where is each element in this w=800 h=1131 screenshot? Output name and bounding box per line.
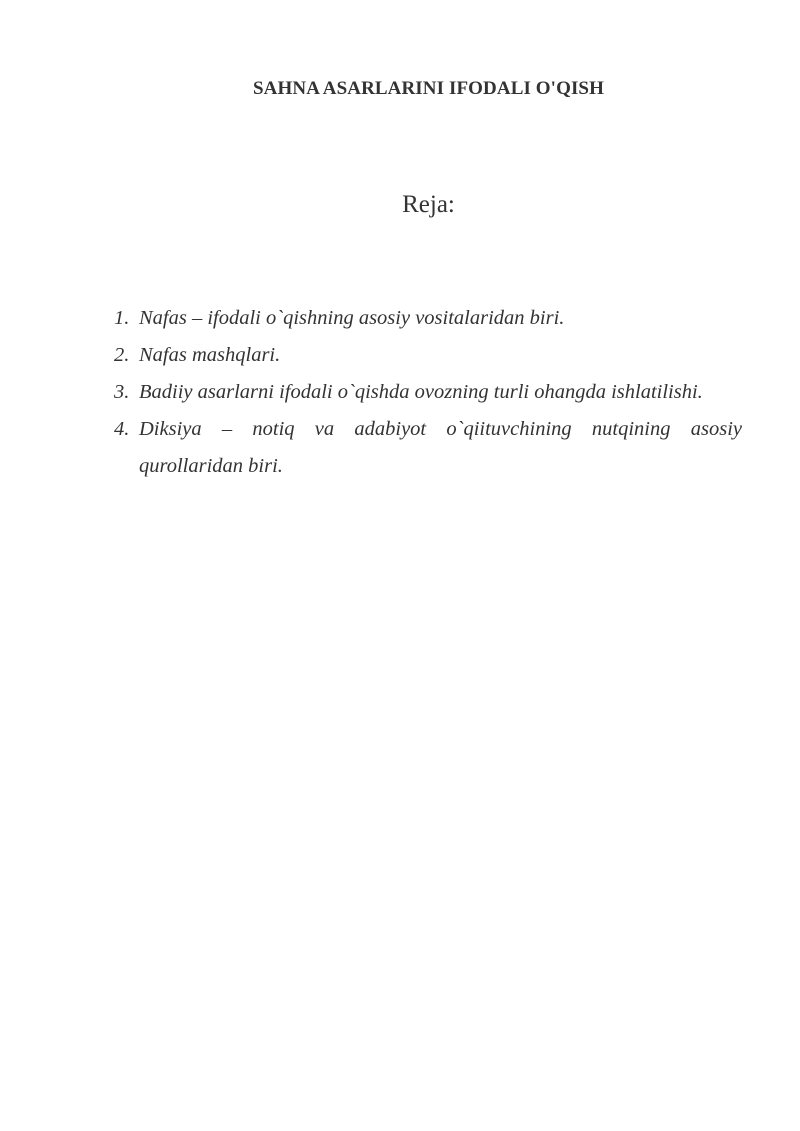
plan-item-text: Nafas mashqlari.	[139, 344, 281, 366]
plan-item-number: 3.	[114, 381, 130, 403]
plan-item-text: Badiiy asarlarni ifodali o`qishda ovozning turli ohangda ishlatilishi.	[139, 381, 703, 403]
plan-item-text: Nafas – ifodali o`qishning asosiy vositalaridan biri.	[139, 307, 565, 329]
plan-item	[114, 300, 742, 337]
plan-list	[114, 300, 742, 485]
plan-heading: Reja:	[402, 191, 455, 218]
plan-item	[114, 374, 742, 411]
plan-item-text: Diksiya – notiq va adabiyot o`qiituvchining nutqining asosiy qurollaridan biri.	[139, 418, 742, 477]
plan-item	[114, 337, 742, 374]
plan-item	[114, 411, 742, 485]
plan-item-number: 4.	[114, 418, 130, 440]
plan-item-number: 1.	[114, 307, 130, 329]
document-title: SAHNA ASARLARINI IFODALI O'QISH	[253, 78, 604, 99]
plan-item-number: 2.	[114, 344, 130, 366]
